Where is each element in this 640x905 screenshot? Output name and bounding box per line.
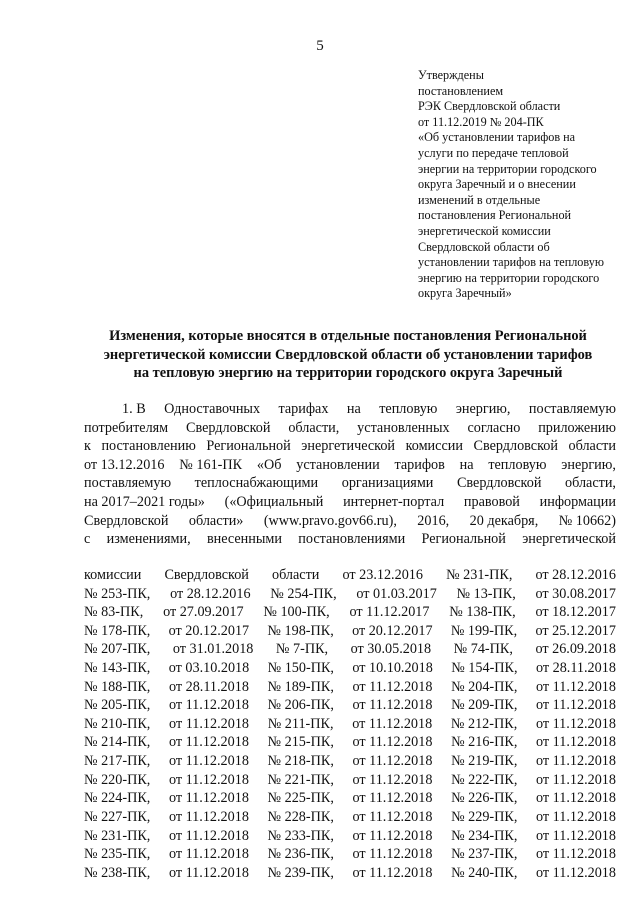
reference-cell: от 11.12.2018 [168,753,249,770]
reference-row [84,603,616,622]
reference-cell: от 11.12.2018 [536,678,616,695]
paragraph-word: Одноставочных [164,401,261,417]
paragraph-line [84,512,616,531]
paragraph-word: энергию, [561,456,616,473]
reference-cell: № 207-ПК, [84,641,151,658]
reference-cell: от 28.11.2018 [535,660,616,677]
reference-cell: от 11.12.2018 [352,753,433,770]
paragraph-word: приложению [538,419,616,436]
reference-cell: № 150-ПК, [267,660,334,677]
reference-row [84,622,616,641]
paragraph-word: области, [565,475,616,492]
paragraph-word: правовой [463,493,520,510]
reference-cell: № 218-ПК, [267,753,334,770]
reference-cell: № 236-ПК, [267,846,334,863]
paragraph-word: на [459,456,474,473]
reference-row [84,733,616,752]
reference-cell: от 11.12.2017 [349,604,430,621]
reference-cell: № 204-ПК, [451,678,518,695]
reference-row [84,715,616,734]
reference-row [84,752,616,771]
reference-cell: № 235-ПК, [84,846,151,863]
reference-cell: от 11.12.2018 [536,790,616,807]
reference-cell: № 205-ПК, [84,697,151,714]
paragraph-word: постановлению [101,438,196,455]
reference-cell: от 11.12.2018 [536,771,616,788]
paragraph-line [84,456,616,475]
paragraph-body [84,400,616,549]
paragraph-word: от 13.12.2016 [84,456,165,473]
reference-cell: от 11.12.2018 [536,697,616,714]
paragraph-word: поставляемую [528,401,616,417]
paragraph-word: тарифов [394,456,445,473]
reference-cell: № 214-ПК, [84,734,151,751]
reference-row [84,845,616,864]
paragraph-line [84,530,616,549]
reference-cell: № 234-ПК, [451,827,518,844]
reference-row [84,640,616,659]
reference-cell: № 231-ПК, [446,567,513,583]
reference-row [84,864,616,883]
reference-cell: от 11.12.2018 [536,753,616,770]
paragraph-word: изменениями, [106,531,191,548]
paragraph-word: организациями [341,475,434,492]
reference-cell: № 138-ПК, [449,604,516,621]
reference-cell: от 20.12.2017 [352,622,433,639]
reference-cell: от 28.12.2016 [535,567,616,583]
paragraph-word: согласно [467,419,521,436]
paragraph-word: теплоснабжающими [194,475,319,492]
reference-cell: от 11.12.2018 [168,734,249,751]
reference-cell: от 03.10.2018 [168,660,250,677]
reference-cell: от 11.12.2018 [168,846,249,863]
paragraph-word: Свердловской [84,512,169,529]
reference-cell: от 11.12.2018 [168,808,249,825]
reference-cell: от 10.10.2018 [352,660,433,677]
paragraph-word: Свердловской [473,438,558,455]
paragraph-line [84,419,616,438]
reference-cell: № 220-ПК, [84,771,151,788]
paragraph-word: установлении [296,456,380,473]
reference-cell: Свердловской [164,567,249,583]
reference-row [84,808,616,827]
paragraph-word: Свердловской [456,475,542,492]
reference-cell: № 212-ПК, [450,715,518,732]
paragraph-word: энергию, [455,401,511,417]
reference-cell: от 28.12.2016 [170,585,251,602]
paragraph-word: с [84,531,91,548]
paragraph-word: № 10662) [558,512,616,529]
reference-cell: от 11.12.2018 [352,697,433,714]
paragraph-word: «Об [256,456,282,473]
reference-cell: от 11.12.2018 [352,678,433,695]
reference-cell: от 11.12.2018 [536,846,616,863]
reference-cell: № 143-ПК, [84,660,151,677]
reference-cell: № 219-ПК, [451,753,518,770]
reference-cell: от 11.12.2018 [352,846,433,863]
paragraph-word: № 161-ПК [179,456,243,473]
paragraph-word: (www.pravo.gov66.ru), [263,512,397,529]
reference-cell: № 217-ПК, [84,753,151,770]
reference-cell: № 227-ПК, [84,808,151,825]
page-number: 5 [316,38,324,54]
paragraph-word: 2016, [417,512,450,529]
reference-cell: от 11.12.2018 [352,790,433,807]
reference-row [84,678,616,697]
reference-cell: № 225-ПК, [267,790,334,807]
reference-cell: от 23.12.2016 [342,567,423,583]
reference-cell: от 27.09.2017 [163,604,244,621]
reference-row [84,659,616,678]
reference-cell: № 238-ПК, [84,864,151,881]
reference-cell: от 30.08.2017 [535,585,616,602]
paragraph-word: информации [539,493,616,510]
reference-row [84,771,616,790]
paragraph-word: на [346,401,361,417]
reference-cell: от 11.12.2018 [169,715,250,732]
reference-cell: от 11.12.2018 [536,864,616,881]
reference-cell: № 254-ПК, [270,585,337,602]
paragraph-word: тарифах [278,401,329,417]
reference-cell: от 30.05.2018 [350,641,432,658]
paragraph-word: постановлениями [298,531,406,548]
reference-cell: № 154-ПК, [451,660,518,677]
reference-cell: № 13-ПК, [456,585,516,602]
reference-cell: № 209-ПК, [451,697,518,714]
paragraph-word: Региональной [421,531,506,548]
reference-cell: от 26.09.2018 [535,641,616,658]
reference-cell: № 222-ПК, [451,771,518,788]
document-title: Изменения, которые вносятся в отдельные постановления Региональной энергетической комиссии Свердловской области об установлении тарифов на тепловую энергию на территории городского округа Заречный [103,328,593,381]
reference-cell: от 01.03.2017 [356,585,437,602]
reference-cell: № 229-ПК, [451,808,518,825]
paragraph-word: комиссии [405,438,463,455]
reference-cell: № 100-ПК, [263,604,330,621]
paragraph-word: интернет-портал [343,493,445,510]
reference-cell: № 178-ПК, [84,622,151,639]
reference-cell: № 74-ПК, [453,641,513,658]
paragraph-word: тепловую [488,456,547,473]
reference-cell: № 221-ПК, [267,771,334,788]
reference-cell: от 28.11.2018 [168,678,249,695]
paragraph-word: области» [188,512,244,529]
reference-row [84,566,616,585]
reference-cell: от 11.12.2018 [168,864,249,881]
reference-cell: от 11.12.2018 [536,808,616,825]
reference-cell: № 224-ПК, [84,790,151,807]
reference-cell: от 11.12.2018 [535,715,616,732]
reference-cell: от 20.12.2017 [168,622,250,639]
reference-cell: № 253-ПК, [84,585,151,602]
reference-cell: комиссии [84,567,142,583]
reference-cell: от 11.12.2018 [352,715,433,732]
paragraph-word: на 2017–2021 годы» [84,493,205,510]
reference-cell: от 11.12.2018 [536,734,616,751]
reference-cell: от 11.12.2018 [168,697,249,714]
paragraph-word: области, [288,419,340,436]
reference-cell: от 11.12.2018 [352,827,433,844]
paragraph-word: к [84,438,91,455]
paragraph-word: энергетической [522,531,616,548]
paragraph-line [84,437,616,456]
paragraph-line [84,493,616,512]
reference-cell: № 83-ПК, [84,604,144,621]
reference-cell: от 31.01.2018 [172,641,254,658]
paragraph-line [84,474,616,493]
paragraph-word: установленных [357,419,450,436]
paragraph-word: области [568,438,616,455]
reference-cell: № 240-ПК, [451,864,518,881]
reference-cell: № 211-ПК, [267,715,334,732]
reference-cell: № 189-ПК, [267,678,334,695]
reference-row [84,827,616,846]
reference-cell: № 199-ПК, [450,622,518,639]
reference-row [84,585,616,604]
reference-cell: № 206-ПК, [267,697,334,714]
reference-cell: от 11.12.2018 [168,827,249,844]
paragraph-word: Свердловской [186,419,271,436]
approval-block: Утверждены постановлением РЭК Свердловской области от 11.12.2019 № 204-ПК «Об установлении тарифов на услуги по передаче тепловой энергии на территории городского округа Заречный и о внесении изменений в отдельные постановления Региональной энергетической комиссии Свердловской области об установлении тарифов на тепловую энергию на территории городского округа Заречный» [418,68,604,301]
reference-cell: № 237-ПК, [451,846,518,863]
paragraph-word: энергетической [301,438,396,455]
reference-cell: от 11.12.2018 [352,864,433,881]
reference-cell: № 226-ПК, [451,790,518,807]
reference-cell: от 18.12.2017 [535,604,616,621]
reference-cell: № 239-ПК, [267,864,334,881]
paragraph-word: тепловую [379,401,438,417]
reference-row [84,789,616,808]
reference-cell: от 11.12.2018 [536,827,616,844]
reference-cell: от 11.12.2018 [168,790,249,807]
paragraph-word: 20 декабря, [469,512,539,529]
reference-cell: области [271,567,320,583]
reference-cell: № 231-ПК, [84,827,151,844]
reference-row [84,696,616,715]
reference-cell: от 25.12.2017 [535,622,616,639]
reference-cell: № 210-ПК, [84,715,151,732]
reference-cell: № 198-ПК, [267,622,334,639]
paragraph-word: Региональной [206,438,291,455]
paragraph-word: («Официальный [224,493,324,510]
reference-cell: от 11.12.2018 [168,771,249,788]
references-list [84,566,616,882]
reference-cell: № 233-ПК, [267,827,334,844]
reference-cell: от 11.12.2018 [352,808,433,825]
reference-cell: от 11.12.2018 [352,734,433,751]
reference-cell: № 215-ПК, [267,734,334,751]
paragraph-word: поставляемую [84,475,172,492]
paragraph-word: 1. В [122,401,146,417]
paragraph-word: внесенными [206,531,282,548]
reference-cell: № 188-ПК, [84,678,151,695]
reference-cell: № 228-ПК, [267,808,334,825]
reference-cell: № 216-ПК, [451,734,518,751]
reference-cell: от 11.12.2018 [352,771,433,788]
paragraph-line [84,400,616,419]
reference-cell: № 7-ПК, [275,641,329,658]
paragraph-word: потребителям [84,419,169,436]
